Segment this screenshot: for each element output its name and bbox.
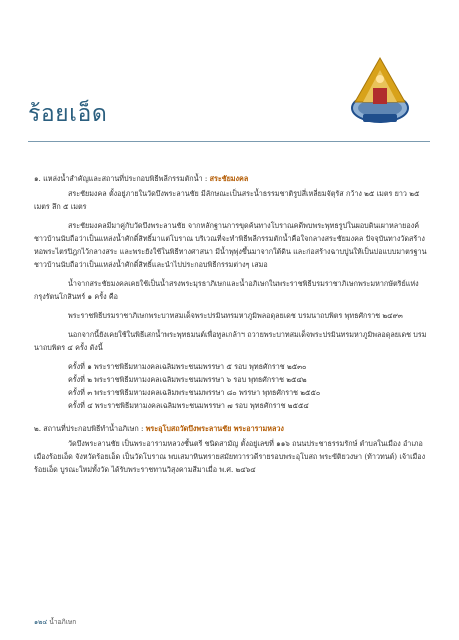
footer-section-label: น้ำอภิเษก: [49, 618, 77, 626]
page-number: ๑๒๔: [34, 618, 48, 626]
paragraph: นอกจากนี้ยังเคยใช้ในพิธีเสกน้ำพระพุทธมนต์เพื่อทูลเกล้าฯ ถวายพระบาทสมเด็จพระปรมินทรมหาภูมิพลอดุลยเดช บรมนาถบพิตร ๔ ครั้ง ดังนี้: [34, 330, 427, 352]
paragraph: น้ำจากสระชัยมงคลเคยใช้เป็นน้ำสรงพระมุรธาภิเษกและน้ำอภิเษกในพระราชพิธีบรมราชาภิเษกพระมหากษัตริย์แห่งกรุงรัตนโกสินทร์ ๑ ครั้ง คือ: [34, 279, 419, 301]
list-item: ครั้งที่ ๑ พระราชพิธีมหามงคลเฉลิมพระชนมพรรษา ๕ รอบ พุทธศักราช ๒๕๓๐: [68, 362, 307, 371]
section-heading-2: [34, 422, 430, 435]
section-heading-2-prefix: ๒. สถานที่ประกอบพิธีทำน้ำอภิเษก :: [34, 424, 146, 433]
section-heading-1: [34, 172, 430, 185]
document-body: [34, 172, 430, 482]
paragraph: วัดบึงพระลานชัย เป็นพระอารามหลวงชั้นตรี ชนิดสามัญ ตั้งอยู่เลขที่ ๑๑๖ ถนนประชาธรรมรักษ์ ตำบลในเมือง อำเภอเมืองร้อยเอ็ด จังหวัดร้อยเอ็ด เป็นวัดโบราณ พบเสมาหินทรายสมัยทวารวดีรายรอบพระอุโบสถ พระขัติยวงษา (ท้าวทนต์) เจ้าเมืองร้อยเอ็ด บูรณะใหม่ทั้งวัด ได้รับพระราชทานวิสุงคามสีมาเมื่อ พ.ศ. ๒๔๖๔: [34, 439, 426, 474]
provincial-seal-graphic: [345, 52, 415, 130]
list-item: ครั้งที่ ๓ พระราชพิธีมหามงคลเฉลิมพระชนมพรรษา ๘๐ พรรษา พุทธศักราช ๒๕๕๐: [68, 388, 321, 397]
section-heading-1-highlight: สระชัยมงคล: [209, 174, 249, 183]
province-title: ร้อยเอ็ด: [28, 101, 108, 127]
section-heading-1-prefix: ๑. แหล่งน้ำสำคัญและสถานที่ประกอบพิธีพลีกรรมตักน้ำ :: [34, 174, 210, 183]
paragraph: สระชัยมงคลมีมาคู่กับวัดบึงพระลานชัย จากหลักฐานการขุดค้นทางโบราณคดีพบพระพุทธรูปในผอบดินเผาหลายองค์ ชาวบ้านนับถือว่าเป็นแหล่งน้ำศักดิ์สิทธิ์มาแต่โบราณ บริเวณที่จะทำพิธีพลีกรรมตักน้ำคือใจกลางสระชัยมงคล ปัจจุบันทางวัดสร้างหอพระไตรปิฎกไว้กลางสระ และพระยังใช้ในพิธีทางศาสนา มีน้ำพุพุ่งขึ้นมาจากใต้ดิน และก่อสร้างฉาบปูนให้เป็นบ่อแบบมาตรฐาน ชาวบ้านนับถือว่าเป็นแหล่งน้ำศักดิ์สิทธิ์และนำไปประกอบพิธีกรรมต่างๆ เสมอ: [34, 221, 427, 269]
paragraph: พระราชพิธีบรมราชาภิเษกพระบาทสมเด็จพระปรมินทรมหาภูมิพลอดุลยเดช บรมนาถบพิตร พุทธศักราช ๒๔๙๓: [68, 311, 403, 320]
header-divider: [28, 141, 430, 142]
provincial-seal-icon: [345, 52, 415, 130]
list-item: ครั้งที่ ๔ พระราชพิธีมหามงคลเฉลิมพระชนมพรรษา ๗ รอบ พุทธศักราช ๒๕๕๔: [68, 401, 309, 410]
paragraph: สระชัยมงคล ตั้งอยู่ภายในวัดบึงพระลานชัย มีลักษณะเป็นสระน้ำธรรมชาติรูปสี่เหลี่ยมจัตุรัส กว้าง ๒๕ เมตร ยาว ๒๕ เมตร ลึก ๕ เมตร: [34, 189, 420, 211]
page-footer: [34, 617, 76, 627]
list-item: ครั้งที่ ๒ พระราชพิธีมหามงคลเฉลิมพระชนมพรรษา ๖ รอบ พุทธศักราช ๒๕๔๒: [68, 375, 307, 384]
section-heading-2-highlight: พระอุโบสถวัดบึงพระลานชัย พระอารามหลวง: [145, 424, 284, 433]
